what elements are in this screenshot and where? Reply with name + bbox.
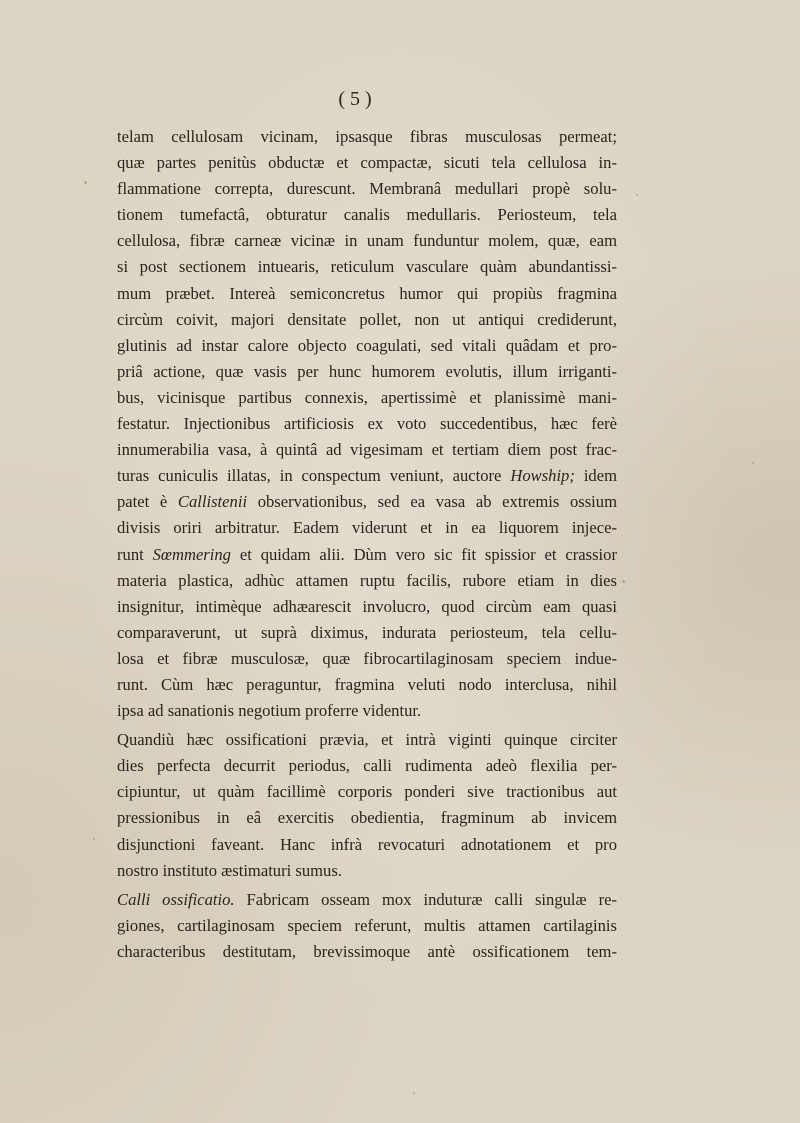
text-segment: telam cellulosam vicinam, ipsasque fibras musculosas permeat;	[117, 127, 617, 146]
text-segment: Fabricam osseam mox induturæ calli singulæ re-	[234, 889, 617, 909]
italic-text: Calli ossificatio.	[117, 889, 235, 909]
text-line	[117, 254, 617, 280]
text-line	[117, 150, 617, 176]
text-segment: si post sectionem intuearis, reticulum vasculare quàm abundantissi-	[117, 257, 617, 277]
text-segment: innumerabilia vasa, à quintâ ad vigesimam et tertiam diem post frac-	[117, 440, 617, 460]
text-segment: mum præbet. Intereà semiconcretus humor qui propiùs fragmina	[117, 283, 617, 303]
text-line	[117, 832, 617, 858]
text-segment: turas cuniculis illatas, in conspectum veniunt, auctore	[117, 466, 511, 486]
text-line	[117, 202, 617, 228]
paper-speck	[752, 462, 754, 464]
text-segment: divisis oriri arbitratur. Eadem viderunt et in ea liquorem injece-	[117, 518, 617, 538]
text-line	[117, 646, 617, 672]
paper-speck	[636, 194, 638, 196]
text-segment: runt. Cùm hæc peraguntur, fragmina veluti nodo interclusa, nihil	[117, 674, 617, 694]
text-line	[117, 620, 617, 646]
text-line	[117, 542, 617, 568]
text-line	[117, 568, 617, 594]
text-line	[117, 176, 617, 202]
paper-speck	[93, 838, 95, 840]
text-segment: characteribus destitutam, brevissimoque antè ossificationem tem-	[117, 941, 617, 961]
body-text	[117, 124, 617, 965]
text-line	[117, 913, 617, 939]
text-line	[117, 515, 617, 541]
text-line	[117, 228, 617, 254]
text-segment: festatur. Injectionibus artificiosis ex voto succedentibus, hæc ferè	[117, 414, 617, 434]
text-segment: flammatione correpta, durescunt. Membranâ medullari propè solu-	[117, 179, 617, 199]
page-number: ( 5 )	[338, 88, 372, 110]
text-line	[117, 359, 617, 385]
text-segment: cellulosa, fibræ carneæ vicinæ in unam funduntur molem, quæ, eam	[117, 231, 617, 251]
text-segment: dies perfecta decurrit periodus, calli rudimenta adeò flexilia per-	[117, 756, 617, 776]
text-line	[117, 727, 617, 753]
text-line	[117, 437, 617, 463]
text-segment: tionem tumefactâ, obturatur canalis medullaris. Periosteum, tela	[117, 205, 617, 225]
text-line	[117, 463, 617, 489]
italic-text: Howship;	[510, 466, 575, 486]
text-line	[117, 385, 617, 411]
text-segment: materia plastica, adhùc attamen ruptu facilis, rubore etiam in dies	[117, 570, 617, 590]
text-line	[117, 939, 617, 965]
text-line	[117, 753, 617, 779]
text-line	[117, 698, 617, 724]
text-segment: quæ partes penitùs obductæ et compactæ, sicuti tela cellulosa in-	[117, 153, 617, 173]
text-segment: Quandiù hæc ossificationi prævia, et intrà viginti quinque circiter	[117, 730, 617, 750]
text-segment: cipiuntur, ut quàm facillimè corporis ponderi sive tractionibus aut	[117, 782, 617, 802]
text-segment: pressionibus in eâ exercitis obedientia, fragminum ab invicem	[117, 808, 617, 828]
text-line	[117, 594, 617, 620]
text-segment: losa et fibræ musculosæ, quæ fibrocartilaginosam speciem indue-	[117, 648, 617, 668]
text-line	[117, 411, 617, 437]
text-segment: circùm coivit, majori densitate pollet, non ut antiqui crediderunt,	[117, 309, 617, 329]
paper-speck	[84, 181, 87, 184]
text-segment: et quidam alii. Dùm vero sic fit spissior et crassior	[230, 544, 617, 564]
text-line	[117, 307, 617, 333]
text-segment: glutinis ad instar calore objecto coagulati, sed vitali quâdam et pro-	[117, 335, 617, 355]
text-line	[117, 887, 617, 913]
text-line	[117, 858, 617, 884]
text-segment: observationibus, sed ea vasa ab extremis ossium	[247, 492, 617, 512]
text-segment: comparaverunt, ut suprà diximus, indurata periosteum, tela cellu-	[117, 622, 617, 642]
text-segment: nostro instituto æstimaturi sumus.	[117, 860, 342, 880]
text-segment: disjunctioni faveant. Hanc infrà revocaturi adnotationem et pro	[117, 834, 617, 854]
text-segment: insignitur, intimèque adhæarescit involucro, quod circùm eam quasi	[117, 596, 617, 616]
text-segment: idem	[574, 466, 617, 486]
text-line	[117, 124, 617, 150]
text-line	[117, 489, 617, 515]
paper-speck	[622, 580, 625, 583]
text-segment: patet è	[117, 492, 178, 512]
text-line	[117, 281, 617, 307]
text-segment: giones, cartilaginosam speciem referunt, multis attamen cartilaginis	[117, 915, 617, 935]
text-line	[117, 672, 617, 698]
text-segment: ipsa ad sanationis negotium proferre videntur.	[117, 701, 422, 721]
text-line	[117, 779, 617, 805]
text-segment: bus, vicinisque partibus connexis, apertissimè et planissimè mani-	[117, 387, 617, 407]
text-line	[117, 333, 617, 359]
text-segment: runt	[117, 544, 153, 564]
paper-speck	[413, 1092, 415, 1094]
text-segment: priâ actione, quæ vasis per hunc humorem evolutis, illum irriganti-	[117, 361, 617, 381]
italic-text: Callistenii	[177, 492, 248, 512]
italic-text: Sœmmering	[152, 544, 231, 564]
text-line	[117, 805, 617, 831]
